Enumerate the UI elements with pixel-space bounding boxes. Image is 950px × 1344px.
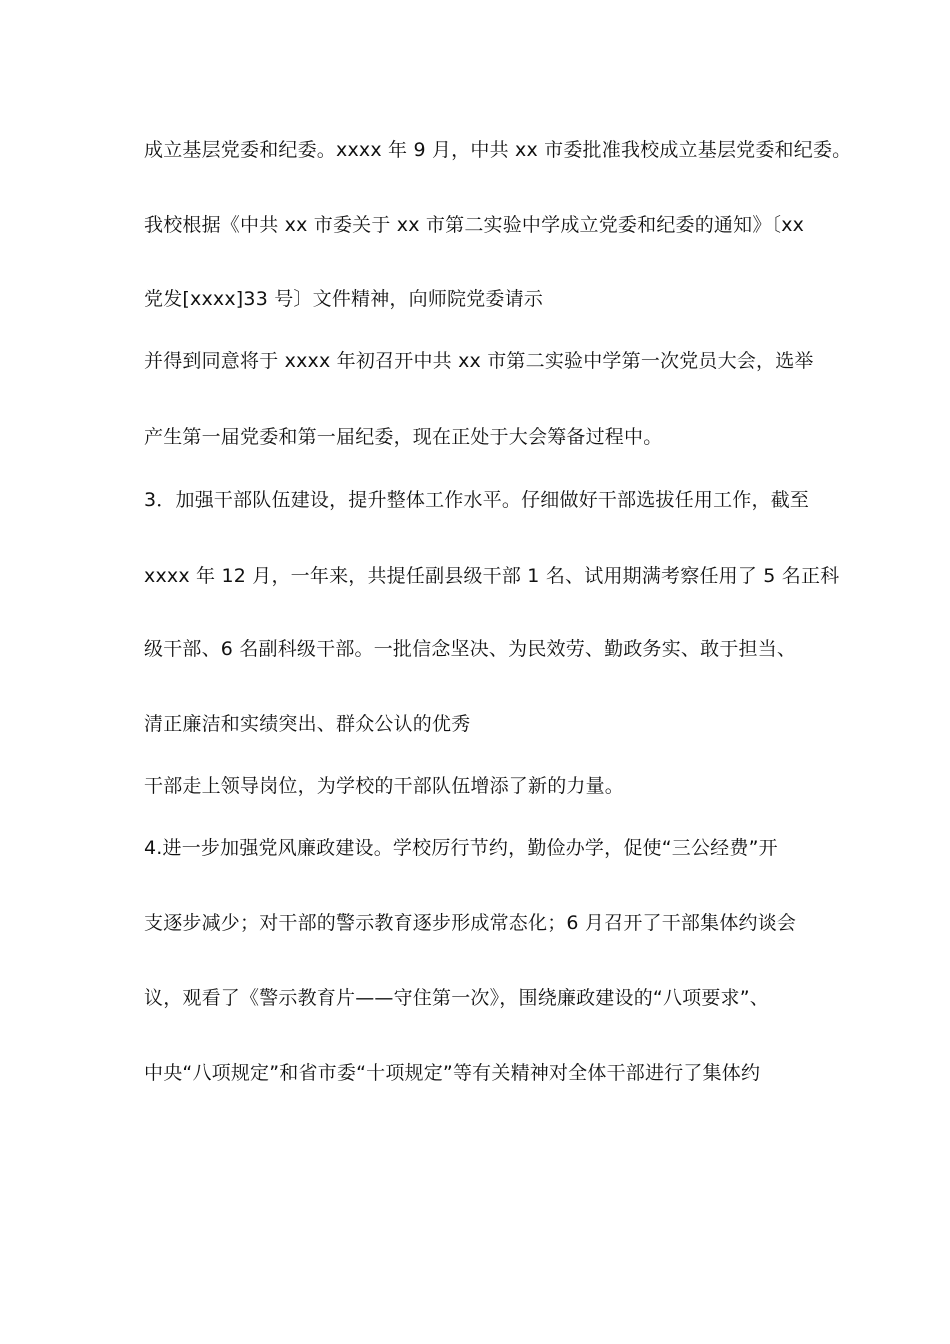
text-line: 3．加强干部队伍建设，提升整体工作水平。仔细做好干部选拔任用工作，截至 [144,489,810,511]
text-line: xxxx 年 12 月，一年来，共提任副县级干部 1 名、试用期满考察任用了 5 名正科 [144,565,840,587]
text-line: 产生第一届党委和第一届纪委，现在正处于大会筹备过程中。 [144,426,663,448]
text-line: 级干部、6 名副科级干部。一批信念坚决、为民效劳、勤政务实、敢于担当、 [144,638,797,660]
text-line: 我校根据《中共 xx 市委关于 xx 市第二实验中学成立党委和纪委的通知》〔xx [144,214,805,236]
text-line: 中央“八项规定”和省市委“十项规定”等有关精神对全体干部进行了集体约 [144,1062,761,1084]
text-line: 并得到同意将于 xxxx 年初召开中共 xx 市第二实验中学第一次党员大会，选举 [144,350,814,372]
text-line: 清正廉洁和实绩突出、群众公认的优秀 [144,713,471,735]
text-line: 议，观看了《警示教育片——守住第一次》，围绕廉政建设的“八项要求”、 [144,987,769,1009]
text-line: 支逐步减少；对干部的警示教育逐步形成常态化；6 月召开了干部集体约谈会 [144,912,797,934]
text-line: 干部走上领导岗位，为学校的干部队伍增添了新的力量。 [144,775,625,797]
text-line: 成立基层党委和纪委。xxxx 年 9 月，中共 xx 市委批准我校成立基层党委和纪委。 [144,139,852,161]
text-line: 4.进一步加强党风廉政建设。学校厉行节约，勤俭办学，促使“三公经费”开 [144,837,778,859]
text-line: 党发[xxxx]33 号〕文件精神，向师院党委请示 [144,288,544,310]
